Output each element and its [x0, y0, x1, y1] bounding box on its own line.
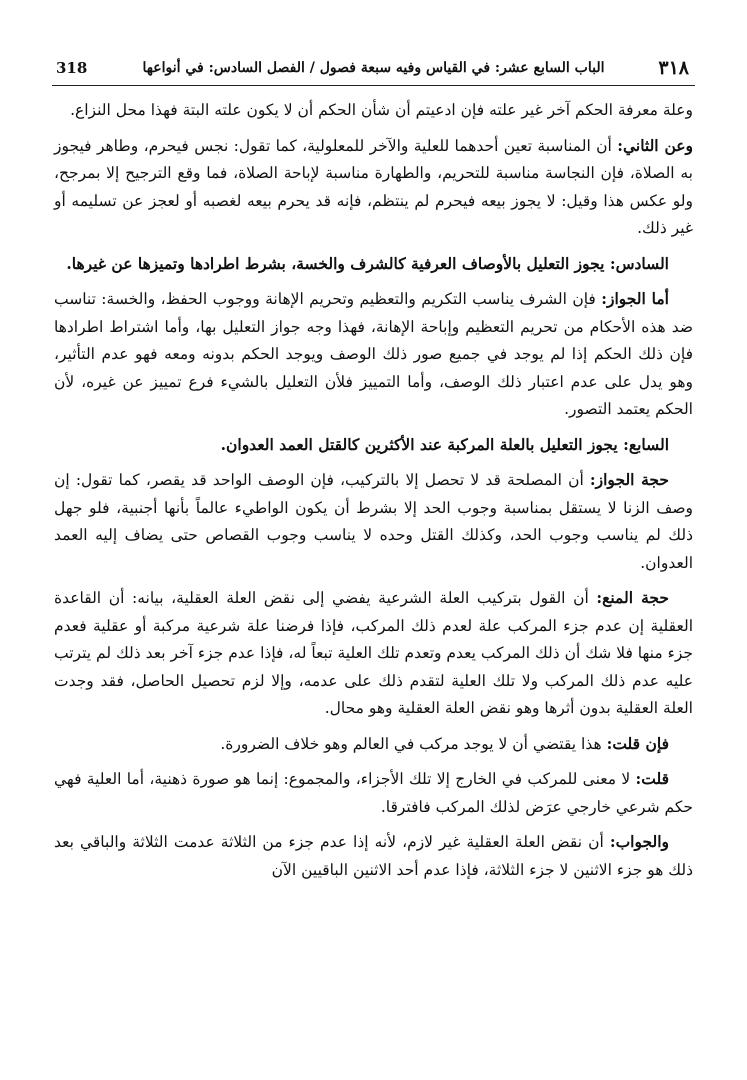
page-body	[54, 96, 693, 891]
paragraph-text: أن نقض العلة العقلية غير لازم، لأنه إذا عدم جزء من الثلاثة عدمت الثلاثة والباقي بعد ذلك هو جزء الاثنين لا جزء الثلاثة، فإذا عدم أحد الاثنين الباقيين الآن	[54, 833, 693, 879]
paragraph-label: السادس: يجوز التعليل بالأوصاف العرفية كالشرف والخسة، بشرط اطرادها وتميزها عن غيرها.	[66, 253, 669, 273]
page-number-latin: 318	[56, 59, 88, 77]
paragraph-label: والجواب:	[609, 832, 669, 851]
paragraph-label: حجة المنع:	[596, 588, 669, 607]
section-heading	[54, 250, 693, 279]
paragraph-text: أن المصلحة قد لا تحصل إلا بالتركيب، فإن الوصف الواحد قد يقصر، كما تقول: إن وصف الزنا لا يستقل بمناسبة وجوب الحد إلا بشرط أن يكون الواطيء عالماً بأنها أجنبية، فلو جهل ذلك لم يناسب وجوب الحد، وكذلك القتل وحده لا يناسب وجوب القصاص حتى يضاف إليه العمد العدوان.	[54, 471, 693, 572]
paragraph-label: فإن قلت:	[606, 733, 669, 753]
section-heading	[54, 431, 693, 460]
paragraph	[54, 730, 693, 759]
paragraph-label: السابع: يجوز التعليل بالعلة المركبة عند الأكثرين كالقتل العمد العدوان.	[220, 434, 669, 454]
paragraph-text: وعلة معرفة الحكم آخر غير علته فإن ادعيتم أن شأن الحكم أن لا يكون علته البتة فهذا محل النزاع.	[70, 101, 693, 119]
paragraph	[54, 96, 693, 125]
page-number-arabic: ٣١٨	[658, 57, 689, 79]
page-header	[52, 55, 695, 86]
paragraph	[54, 132, 693, 243]
paragraph-text: لا معنى للمركب في الخارج إلا تلك الأجزاء، والمجموع: إنما هو صورة ذهنية، أما العلية فهي حكم شرعي خارجي عرَض لذلك المركب فافترقا.	[54, 770, 693, 816]
paragraph	[54, 828, 693, 884]
paragraph	[54, 285, 693, 424]
paragraph-label: قلت:	[635, 769, 669, 788]
paragraph-text: أن القول بتركيب العلة الشرعية يفضي إلى نقض العلة العقلية، بيانه: أن القاعدة العقلية إن عدم جزء المركب علة لعدم ذلك المركب، فإذا فرضنا علة شرعية مركبة أو عقلية فعدم جزء منها فلا شك أن ذلك المركب يعدم وتعدم تلك العلية تبعاً له، فإذا عدم جزء آخر بعد ذلك لم يترتب عليه عدم ذلك المركب ولا تلك العلية لتقدم ذلك على عدمه، وإلا لزم تحصيل الحاصل، فقد وجدت العلة العقلية بدون أثرها وهو نقض العلة العقلية وهو محال.	[54, 589, 693, 717]
paragraph-text: هذا يقتضي أن لا يوجد مركب في العالم وهو خلاف الضرورة.	[220, 734, 602, 753]
paragraph-label: حجة الجواز:	[589, 470, 669, 489]
paragraph-text: فإن الشرف يناسب التكريم والتعظيم وتحريم الإهانة ووجوب الحفظ، والخسة: تناسب ضد هذه الأحكام من تحريم التعظيم وإباحة الإهانة، فهذا وجه جواز التعليل بها، وأما اشتراط اطرادها فإن ذلك الحكم إذا لم يوجد في جميع صور ذلك الوصف ويوجد الحكم بدونه ومعه فهو عدم التأثير، وهو يدل على عدم اعتبار ذلك الوصف، وأما التمييز فلأن التعليل بالشيء فرع تمييز عن غيره، لأن الحكم يعتمد التصور.	[54, 290, 693, 418]
paragraph	[54, 584, 693, 723]
paragraph-label: وعن الثاني:	[617, 135, 693, 155]
paragraph-label: أما الجواز:	[601, 289, 669, 308]
paragraph	[54, 765, 693, 821]
paragraph	[54, 466, 693, 577]
running-title: الباب السابع عشر: في القياس وفيه سبعة فصول / الفصل السادس: في أنواعها	[142, 60, 605, 76]
paragraph-text: أن المناسبة تعين أحدهما للعلية والآخر للمعلولية، كما تقول: نجس فيحرم، وطاهر فيجوز به الصلاة، فإن النجاسة مناسبة للتحريم، والطهارة مناسبة لإباحة الصلاة، فما وقع الترجيح إلا بمرجح، ولو عكس هذا وقيل: لا يجوز بيعه فيحرم لم ينتظم، فإنه قد يحرم بيعه لغصبه أو لعجز عن تسليمه أو غير ذلك.	[54, 136, 693, 237]
